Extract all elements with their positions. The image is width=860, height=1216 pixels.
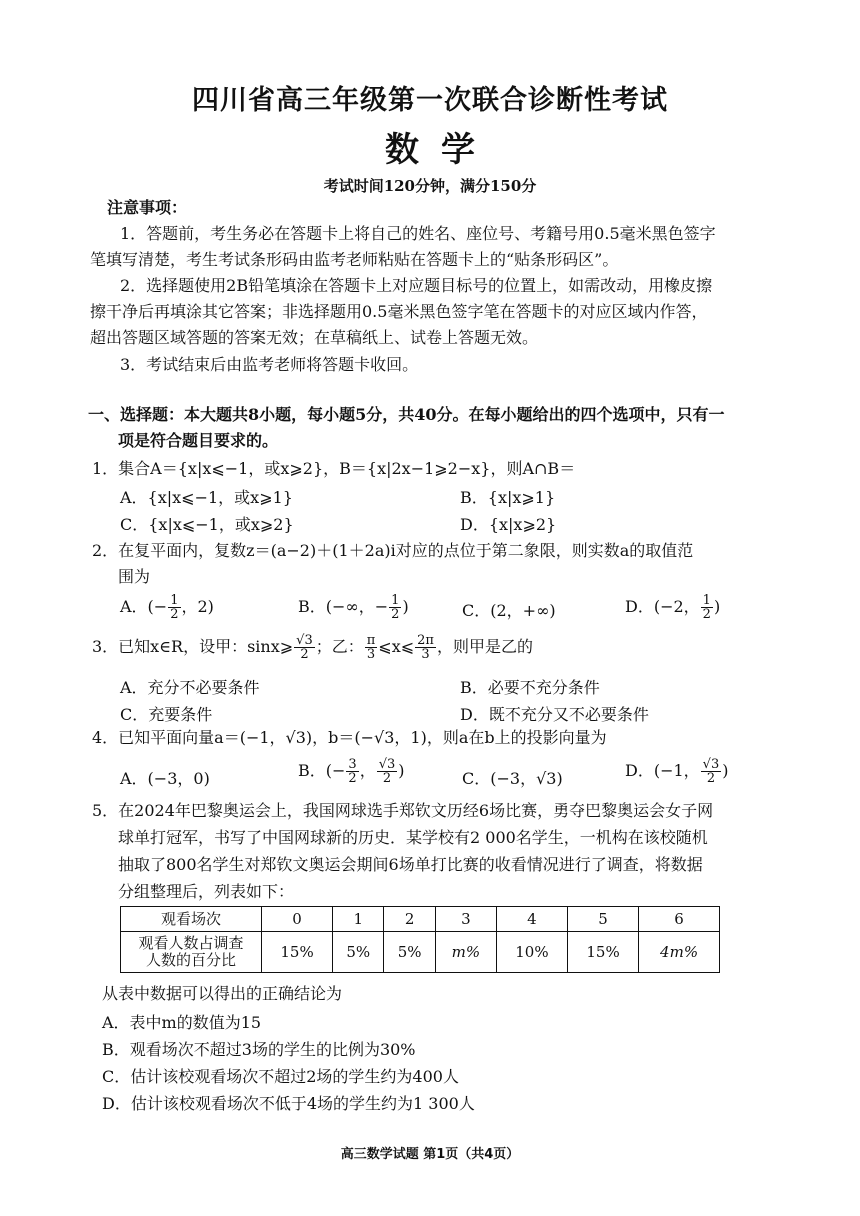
q1-stem: 1．集合A＝{x|x⩽−1，或x⩾2}，B＝{x|2x−1⩾2−x}，则A∩B＝ <box>92 459 576 478</box>
table-cell: 2 <box>384 907 435 932</box>
q4-option-a: A．(−3，0) <box>120 769 210 788</box>
fraction: $\frac{1}{2}$ <box>391 593 400 622</box>
q3-option-a: A．充分不必要条件 <box>120 678 260 697</box>
q5-conclusion-prompt: 从表中数据可以得出的正确结论为 <box>102 984 343 1003</box>
fraction: $\frac{2\pi}{3}$ <box>417 633 434 662</box>
viewing-stats-table <box>120 906 720 973</box>
subject-title: 数学 <box>385 130 497 170</box>
exam-title: 四川省高三年级第一次联合诊断性考试 <box>192 85 668 116</box>
table-cell: 5% <box>333 932 384 973</box>
q4-option-c: C．(−3，√3) <box>462 769 563 788</box>
fraction: $\frac{\pi}{3}$ <box>366 633 376 662</box>
table-cell: 6 <box>639 907 720 932</box>
fraction: $\frac{√3}{2}$ <box>702 757 720 786</box>
table-cell: 0 <box>262 907 333 932</box>
section-1-heading-line-1: 一、选择题：本大题共8小题，每小题5分，共40分。在每小题给出的四个选项中，只有一 <box>88 405 725 424</box>
q2-option-a: A．(− $\frac{1}{2}$ ，2) <box>120 593 214 622</box>
notice-item-2-line-3: 超出答题区域答题的答案无效；在草稿纸上、试卷上答题无效。 <box>90 328 539 347</box>
q5-option-d: D．估计该校观看场次不低于4场的学生约为1 300人 <box>102 1094 475 1113</box>
q5-stem-line-4: 分组整理后，列表如下： <box>118 882 295 901</box>
q4-option-b: B．(− $\frac{3}{2}$ ， $\frac{√3}{2}$ ) <box>298 757 405 786</box>
table-header-games: 观看场次 <box>121 907 262 932</box>
table-header-percent: 观看人数占调查 人数的百分比 <box>121 932 262 973</box>
fraction: $\frac{√3}{2}$ <box>378 757 396 786</box>
fraction: $\frac{1}{2}$ <box>702 593 711 622</box>
q1-option-b: B．{x|x⩾1} <box>460 488 556 507</box>
table-row <box>121 932 720 973</box>
q1-option-c: C．{x|x⩽−1，或x⩾2} <box>120 515 294 534</box>
table-cell: 5% <box>384 932 435 973</box>
notice-item-1-line-2: 笔填写清楚，考生考试条形码由监考老师粘贴在答题卡上的“贴条形码区”。 <box>90 250 619 269</box>
q4-stem: 4．已知平面向量a＝(−1，√3)，b＝(−√3，1)，则a在b上的投影向量为 <box>92 728 607 747</box>
q2-option-c: C．(2，+∞) <box>462 601 556 620</box>
q5-option-b: B．观看场次不超过3场的学生的比例为30% <box>102 1040 416 1059</box>
table-cell: 15% <box>568 932 639 973</box>
table-cell: 5 <box>568 907 639 932</box>
page-footer: 高三数学试题 第1页（共4页） <box>340 1147 520 1162</box>
q1-option-a: A．{x|x⩽−1，或x⩾1} <box>120 488 293 507</box>
notice-heading: 注意事项： <box>107 198 188 217</box>
notice-item-3: 3．考试结束后由监考老师将答题卡收回。 <box>120 355 419 374</box>
notice-item-2-line-2: 擦干净后再填涂其它答案；非选择题用0.5毫米黑色签字笔在答题卡的对应区域内作答， <box>90 302 708 321</box>
q3-stem: 3．已知x∈R，设甲：sinx⩾ $\frac{√3}{2}$ ；乙： $\frac{\pi}{3}$ ⩽x⩽ $\frac{2\pi}{3}$ ，则甲是乙的 <box>92 633 533 662</box>
q3-option-b: B．必要不充分条件 <box>460 678 600 697</box>
q5-stem-line-2: 球单打冠军，书写了中国网球新的历史．某学校有2 000名学生，一机构在该校随机 <box>118 828 708 847</box>
q2-stem-line-2: 围为 <box>118 567 151 586</box>
notice-item-2-line-1: 2．选择题使用2B铅笔填涂在答题卡上对应题目标号的位置上，如需改动，用橡皮擦 <box>120 276 713 295</box>
section-1-heading-line-2: 项是符合题目要求的。 <box>118 431 279 450</box>
table-cell: m% <box>435 932 496 973</box>
q5-option-a: A．表中m的数值为15 <box>102 1013 262 1032</box>
fraction: $\frac{3}{2}$ <box>348 757 357 786</box>
table-cell: 4m% <box>639 932 720 973</box>
q3-option-c: C．充要条件 <box>120 705 213 724</box>
q4-option-d: D．(−1， $\frac{√3}{2}$ ) <box>625 757 729 786</box>
q2-option-d: D．(−2， $\frac{1}{2}$ ) <box>625 593 721 622</box>
fraction: $\frac{√3}{2}$ <box>296 633 313 662</box>
fraction: $\frac{1}{2}$ <box>170 593 179 622</box>
table-row <box>121 907 720 932</box>
q3-option-d: D．既不充分又不必要条件 <box>460 705 649 724</box>
table-cell: 10% <box>496 932 567 973</box>
exam-time-info: 考试时间120分钟，满分150分 <box>323 177 537 195</box>
q5-stem-line-1: 5．在2024年巴黎奥运会上，我国网球选手郑钦文历经6场比赛，勇夺巴黎奥运会女子网 <box>92 801 714 820</box>
q5-option-c: C．估计该校观看场次不超过2场的学生约为400人 <box>102 1067 459 1086</box>
table-cell: 15% <box>262 932 333 973</box>
q1-option-d: D．{x|x⩾2} <box>460 515 557 534</box>
q2-option-b: B．(−∞，− $\frac{1}{2}$ ) <box>298 593 409 622</box>
table-cell: 3 <box>435 907 496 932</box>
table-cell: 1 <box>333 907 384 932</box>
table-cell: 4 <box>496 907 567 932</box>
q5-stem-line-3: 抽取了800名学生对郑钦文奥运会期间6场单打比赛的收看情况进行了调查，将数据 <box>118 855 703 874</box>
notice-item-1-line-1: 1．答题前，考生务必在答题卡上将自己的姓名、座位号、考籍号用0.5毫米黑色签字 <box>120 224 716 243</box>
q2-stem-line-1: 2．在复平面内，复数z＝(a−2)＋(1＋2a)i对应的点位于第二象限，则实数a的取值范 <box>92 541 694 560</box>
